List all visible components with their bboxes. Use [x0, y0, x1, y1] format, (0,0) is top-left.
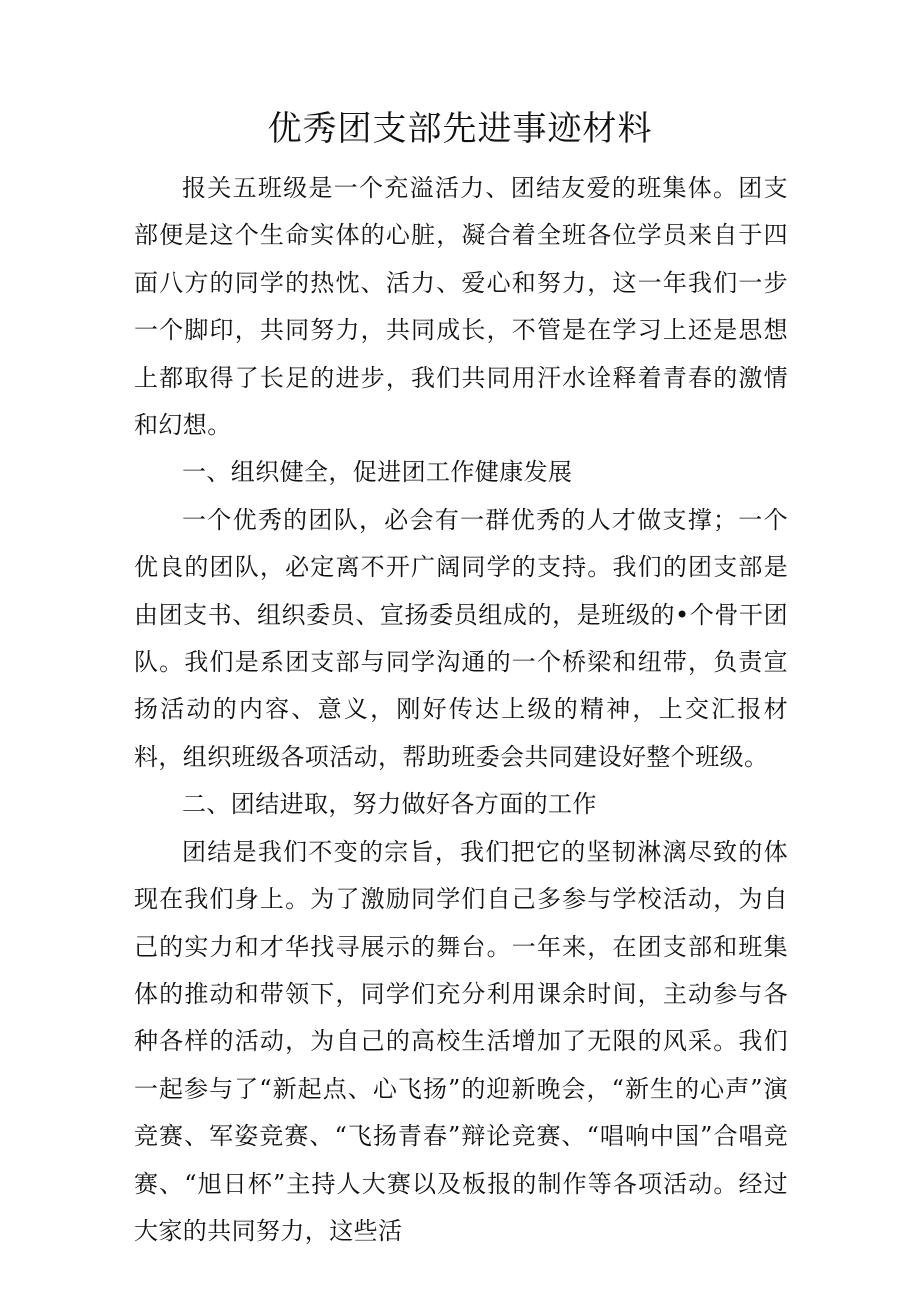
section-heading-2: 二、团结进取，努力做好各方面的工作 [182, 790, 597, 819]
section-2-paragraph: 团结是我们不变的宗旨，我们把它的坚韧淋漓尽致的体现在我们身上。为了激励同学们自己多参与学校活动，为自己的实力和才华找寻展示的舞台。一年来，在团支部和班集体的推动和带领下，同学们充分利用课余时间，主动参与各种各样的活动，为自己的高校生活增加了无限的风采。我们一起参与了“新起点、心飞扬”的迎新晚会，“新生的心声”演竞赛、军姿竞赛、“飞扬青春”辩论竞赛、“唱响中国”合唱竞赛、“旭日杯”主持人大赛以及板报的制作等各项活动。经过大家的共同努力，这些活 [134, 837, 788, 1245]
section-1-paragraph: 一个优秀的团队，必会有一群优秀的人才做支撑；一个优良的团队，必定离不开广阔同学的支持。我们的团支部是由团支书、组织委员、宣扬委员组成的，是班级的•个骨干团队。我们是系团支部与同学沟通的一个桥梁和纽带，负责宣扬活动的内容、意义，刚好传达上级的精神，上交汇报材料，组织班级各项活动，帮助班委会共同建设好整个班级。 [134, 505, 788, 771]
section-heading-1: 一、组织健全，促进团工作健康发展 [182, 458, 573, 487]
intro-paragraph: 报关五班级是一个充溢活力、团结友爱的班集体。团支部便是这个生命实体的心脏，凝合着全班各位学员来自于四面八方的同学的热忱、活力、爱心和努力，这一年我们一步一个脚印，共同努力，共同成长，不管是在学习上还是思想上都取得了长足的进步，我们共同用汗水诠释着青春的激情和幻想。 [134, 174, 788, 440]
document-body [134, 165, 788, 1255]
document-title: 优秀团支部先进事迹材料 [267, 109, 653, 149]
